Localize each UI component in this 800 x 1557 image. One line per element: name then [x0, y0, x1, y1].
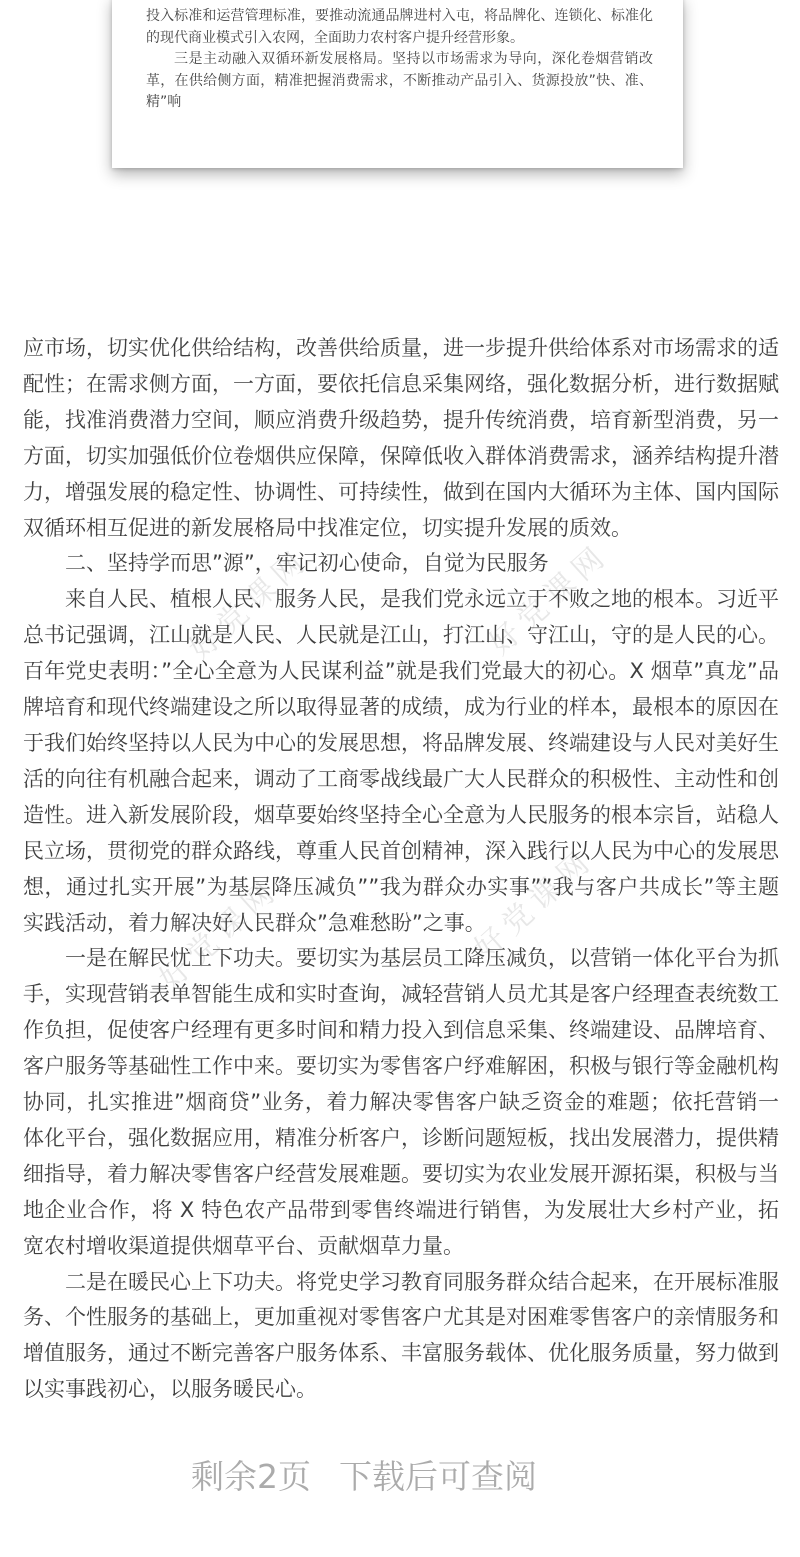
remaining-pages-notice	[191, 1459, 537, 1495]
document-paragraph: 二、坚持学而思”源”，牢记初心使命，自觉为民服务	[65, 551, 549, 576]
document-paragraph: 来自人民、植根人民、服务人民，是我们党永远立于不败之地的根本。习近平总书记强调，江山就是人民、人民就是江山，打江山、守江山，守的是人民的心。百年党史表明：”全心全意为人民谋利益”就是我们党最大的初心。X 烟草”真龙”品牌培育和现代终端建设之所以取得显著的成绩，成为行业的样本，最根本的原因在于我们始终坚持以人民为中心的发展思想，将品牌发展、终端建设与人民对美好生活的向往有机融合起来，调动了工商零战线最广大人民群众的积极性、主动性和创造性。进入新发展阶段，烟草要始终坚持全心全意为人民服务的根本宗旨，站稳人民立场，贯彻党的群众路线，尊重人民首创精神，深入践行以人民为中心的发展思想，通过扎实开展”为基层降压减负””我为群众办实事””我与客户共成长”等主题实践活动，着力解决好人民群众”急难愁盼”之事。	[23, 587, 779, 935]
download-hint: 下载后可查阅	[339, 1457, 537, 1496]
document-paragraph: 应市场，切实优化供给结构，改善供给质量，进一步提升供给体系对市场需求的适配性；在需求侧方面，一方面，要依托信息采集网络，强化数据分析，进行数据赋能，找准消费潜力空间，顺应消费升级趋势，提升传统消费，培育新型消费，另一方面，切实加强低价位卷烟供应保障，保障低收入群体消费需求，涵养结构提升潜力，增强发展的稳定性、协调性、可持续性，做到在国内大循环为主体、国内国际双循环相互促进的新发展格局中找准定位，切实提升发展的质效。	[23, 336, 779, 540]
preview-paragraph: 三是主动融入双循环新发展格局。坚持以市场需求为导向，深化卷烟营销改革，在供给侧方面，精准把握消费需求，不断推动产品引入、货源投放”快、准、精”响	[146, 51, 653, 111]
site-watermark: 好党课网	[152, 872, 287, 998]
preview-paragraph: 投入标准和运营管理标准，要推动流通品牌进村入屯，将品牌化、连锁化、标准化的现代商业模式引入农网，全面助力农村客户提升经营形象。	[146, 8, 653, 46]
document-paragraph: 一是在解民忧上下功夫。要切实为基层员工降压减负，以营销一体化平台为抓手，实现营销表单智能生成和实时查询，减轻营销人员尤其是客户经理查表统数工作负担，促使客户经理有更多时间和精力投入到信息采集、终端建设、品牌培育、客户服务等基础性工作中来。要切实为零售客户纾难解困，积极与银行等金融机构协同，扎实推进”烟商贷”业务，着力解决零售客户缺乏资金的难题；依托营销一体化平台，强化数据应用，精准分析客户，诊断问题短板，找出发展潜力，提供精细指导，着力解决零售客户经营发展难题。要切实为农业发展开源拓渠，积极与当地企业合作，将 X 特色农产品带到零售终端进行销售，为发展壮大乡村产业，拓宽农村增收渠道提供烟草平台、贡献烟草力量。	[23, 946, 779, 1258]
document-text-body	[23, 331, 779, 1408]
page-preview-card	[112, 0, 683, 168]
remaining-pages-count: 剩余2页	[191, 1457, 311, 1496]
site-watermark: 好党课网	[182, 542, 317, 668]
document-paragraph: 二是在暖民心上下功夫。将党史学习教育同服务群众结合起来，在开展标准服务、个性服务的基础上，更加重视对零售客户尤其是对困难零售客户的亲情服务和增值服务，通过不断完善客户服务体系、丰富服务载体、优化服务质量，努力做到以实事践初心，以服务暖民心。	[23, 1269, 779, 1402]
site-watermark: 好党课网	[482, 537, 617, 663]
site-watermark: 好党课网	[467, 842, 602, 968]
